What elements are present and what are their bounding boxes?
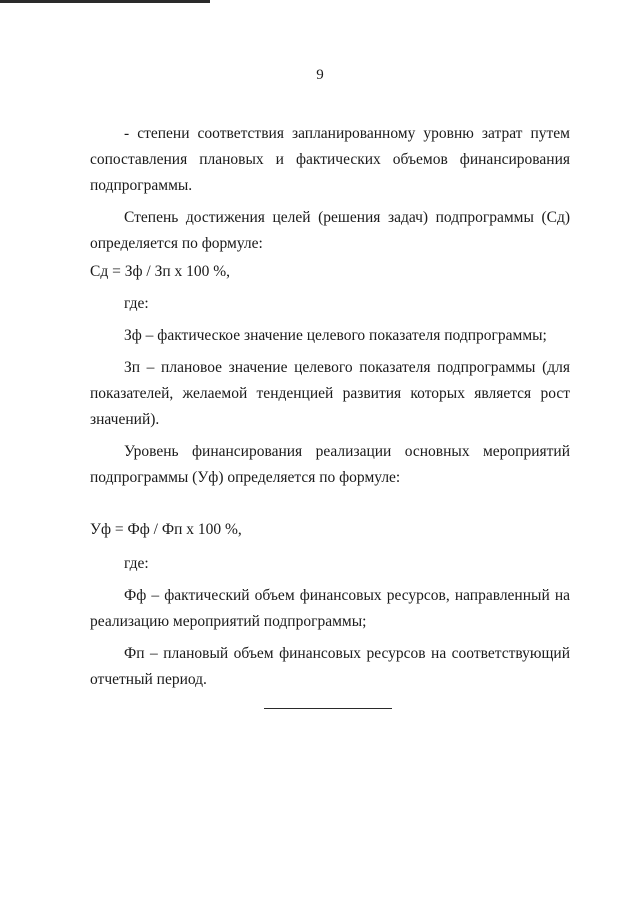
document-body	[90, 121, 570, 693]
formula-uf: Уф = Фф / Фп х 100 %,	[90, 521, 242, 538]
paragraph-goal-achievement: Степень достижения целей (решения задач) подпрограммы (Сд) определяется по формуле:	[90, 209, 570, 252]
where-label-2: где:	[124, 555, 149, 572]
where-label-1: где:	[124, 295, 149, 312]
definition-zp: Зп – плановое значение целевого показателя подпрограммы (для показателей, желаемой тенденцией развития которых является рост значений).	[90, 359, 570, 428]
definition-ff: Фф – фактический объем финансовых ресурсов, направленный на реализацию мероприятий подпрограммы;	[90, 587, 570, 630]
page-number: 9	[316, 67, 324, 83]
paragraph-cost-level: - степени соответствия запланированному уровню затрат путем сопоставления плановых и фактических объемов финансирования подпрограммы.	[90, 125, 570, 194]
definition-fp: Фп – плановый объем финансовых ресурсов на соответствующий отчетный период.	[90, 645, 570, 688]
paragraph-financing-level: Уровень финансирования реализации основных мероприятий подпрограммы (Уф) определяется по формуле:	[90, 443, 570, 486]
formula-sd: Сд = Зф / Зп х 100 %,	[90, 263, 231, 280]
definition-zf: Зф – фактическое значение целевого показателя подпрограммы;	[124, 327, 547, 344]
top-edge-rule	[0, 0, 210, 3]
end-of-text-rule	[264, 708, 392, 709]
